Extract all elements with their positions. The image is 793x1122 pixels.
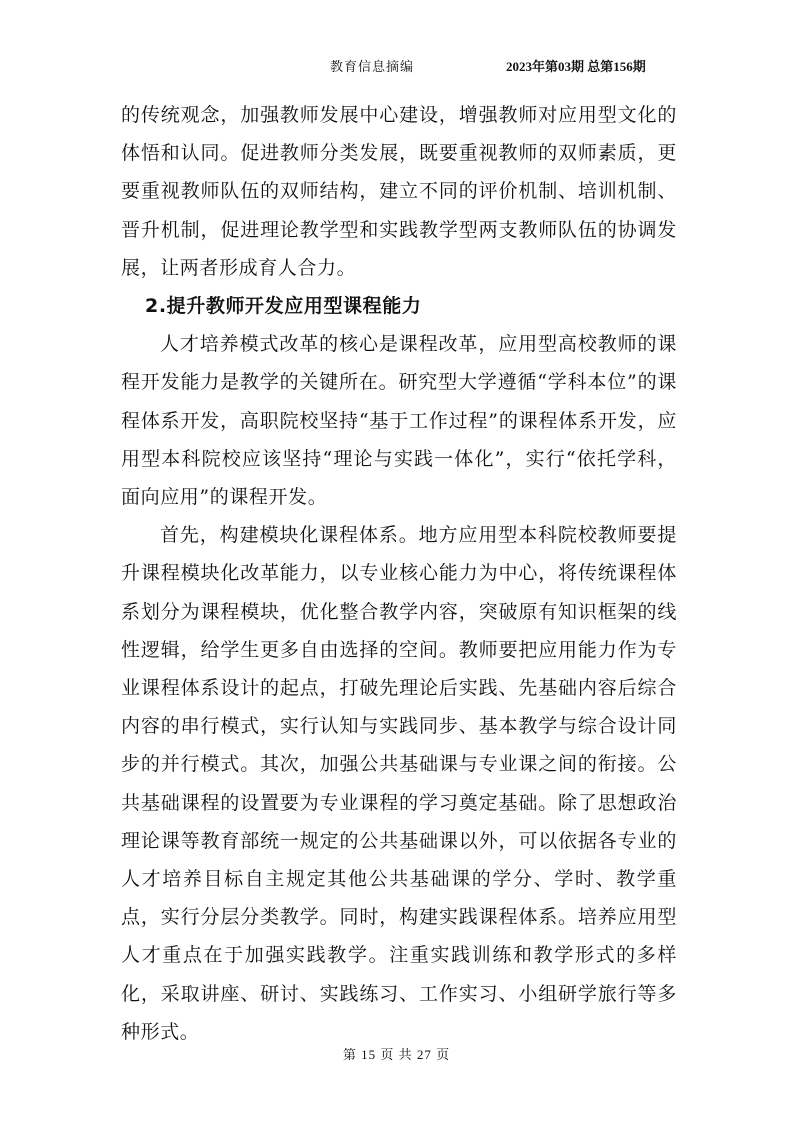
page-header — [0, 56, 793, 76]
section-heading: 2.提升教师开发应用型课程能力 — [145, 295, 422, 318]
journal-title: 教育信息摘编 — [330, 60, 415, 75]
page-footer: 第 15 页 共 27 页 — [342, 1047, 451, 1062]
article-body — [121, 96, 677, 1051]
paragraph-continued: 的传统观念，加强教师发展中心建设，增强教师对应用型文化的体悟和认同。促进教师分类发展，既要重视教师的双师素质，更要重视教师队伍的双师结构，建立不同的评价机制、培训机制、晋升机制，促进理论教学型和实践教学型两支教师队伍的协调发展，让两者形成育人合力。 — [121, 104, 677, 279]
paragraph: 首先，构建模块化课程体系。地方应用型本科院校教师要提升课程模块化改革能力，以专业核心能力为中心，将传统课程体系划分为课程模块，优化整合教学内容，突破原有知识框架的线性逻辑，给学生更多自由选择的空间。教师要把应用能力作为专业课程体系设计的起点，打破先理论后实践、先基础内容后综合内容的串行模式，实行认知与实践同步、基本教学与综合设计同步的并行模式。其次，加强公共基础课与专业课之间的衔接。公共基础课程的设置要为专业课程的学习奠定基础。除了思想政治理论课等教育部统一规定的公共基础课以外，可以依据各专业的人才培养目标自主规定其他公共基础课的学分、学时、教学重点，实行分层分类教学。同时，构建实践课程体系。培养应用型人才重点在于加强实践教学。注重实践训练和教学形式的多样化，采取讲座、研讨、实践练习、工作实习、小组研学旅行等多种形式。 — [121, 524, 677, 1043]
issue-number: 2023年第03期 总第156期 — [506, 59, 646, 74]
paragraph: 人才培养模式改革的核心是课程改革，应用型高校教师的课程开发能力是教学的关键所在。研究型大学遵循“学科本位”的课程体系开发，高职院校坚持“基于工作过程”的课程体系开发，应用型本科院校应该坚持“理论与实践一体化”，实行“依托学科，面向应用”的课程开发。 — [121, 333, 677, 509]
